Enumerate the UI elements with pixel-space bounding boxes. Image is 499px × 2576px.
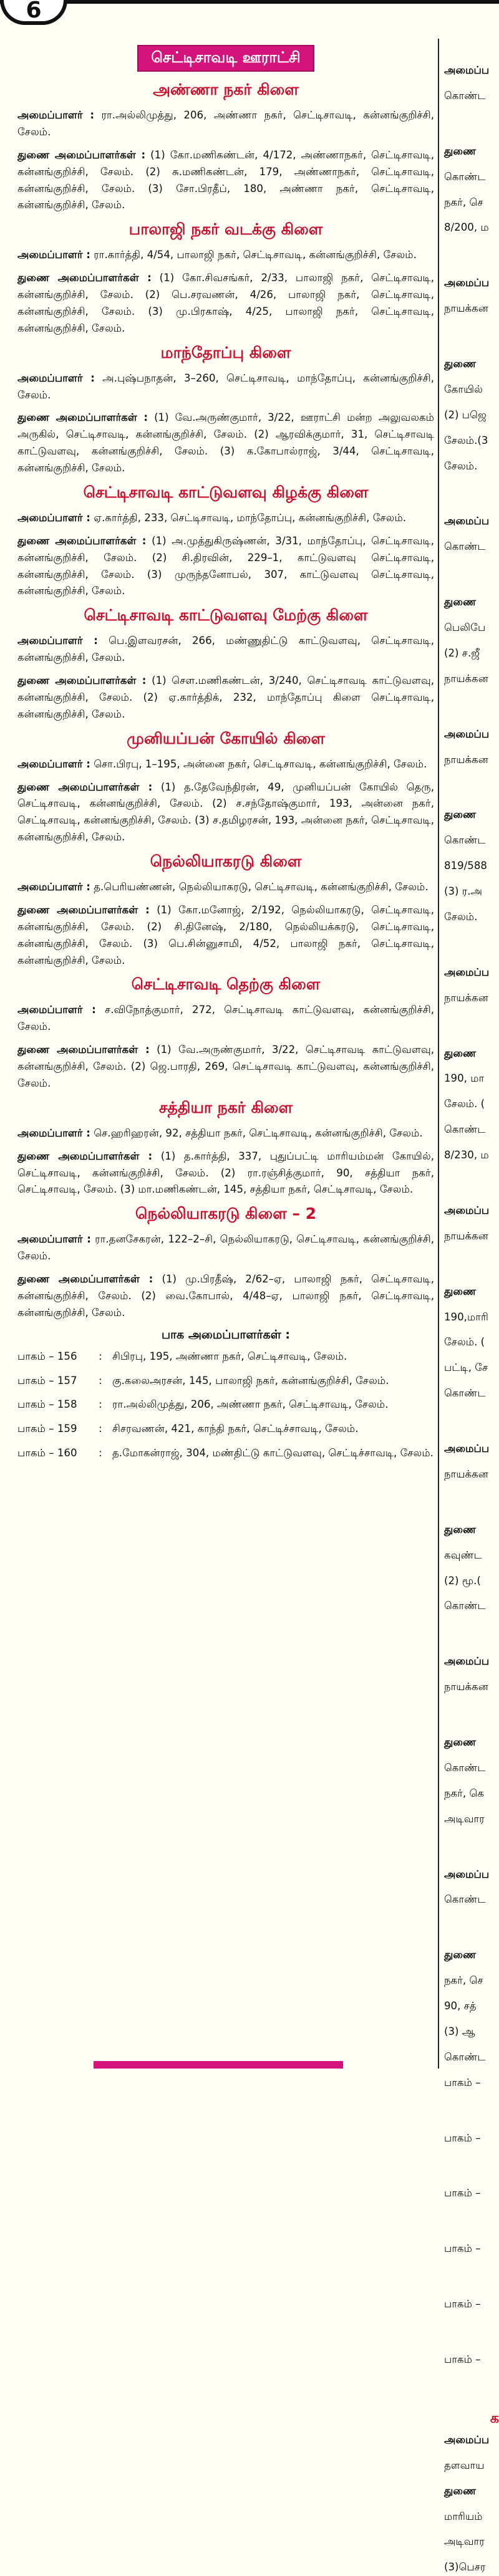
cropped-text-line: மாரியம்	[444, 2510, 483, 2522]
spacer	[444, 483, 499, 513]
branch-title: மாந்தோப்பு கிளை	[160, 343, 291, 362]
cropped-text-line: கோயில்	[444, 383, 483, 395]
entry-label: துணை அமைப்பாளர்கள் :	[17, 903, 150, 916]
spacer	[444, 1016, 499, 1045]
cropped-text-line: கவுண்ட	[444, 1549, 482, 1561]
cropped-text-line: 90, சத்	[444, 2000, 477, 2012]
spacer	[444, 245, 499, 275]
panchayat-title: செட்டிசாவடி ஊராட்சி	[137, 45, 314, 72]
cropped-text-line: நாயக்கன	[444, 991, 488, 1004]
cropped-text-line: அமைப்ப	[444, 1655, 490, 1668]
branch-title: செட்டிசாவடி தெற்கு கிளை	[131, 975, 321, 994]
organizer-entry	[17, 1125, 434, 1142]
booth-number: பாகம் – 159	[17, 1423, 77, 1435]
cropped-text-line: 190,மாரி	[444, 1310, 488, 1323]
spacer	[444, 1411, 499, 1441]
column-divider	[438, 39, 439, 2069]
branch-section	[17, 80, 434, 214]
entry-text: சொ.பிரபு, 1–195, அன்னை நகர், செட்டிசாவடி, கன்னங்குறிச்சி, சேலம்.	[94, 757, 427, 770]
cropped-text-line: சேலம்.	[444, 459, 478, 472]
spacer	[444, 326, 499, 356]
entry-label: அமைப்பாளர் :	[17, 881, 90, 893]
booth-separator: :	[99, 1374, 102, 1387]
cropped-text-line: பாகம் –	[444, 2353, 481, 2365]
branch-section	[17, 344, 434, 477]
entry-label: அமைப்பாளர் :	[17, 109, 95, 121]
cropped-text-line: சேலம்.(3	[444, 434, 488, 446]
cropped-text-line: துணை	[444, 596, 477, 608]
spacer	[444, 113, 499, 143]
entry-label: துணை அமைப்பாளர்கள் :	[17, 272, 152, 284]
cropped-text-line: (3)பெசர	[444, 2561, 486, 2574]
cropped-text-line: துணை	[444, 809, 477, 821]
cropped-text-line: கொண்ட	[444, 834, 486, 847]
branch-section	[17, 729, 434, 846]
booth-separator: :	[99, 1447, 102, 1459]
deputy-organizers-entry	[17, 1271, 434, 1322]
cropped-text-line: பாகம் –	[444, 2076, 481, 2088]
organizer-entry	[17, 247, 434, 264]
booth-number: பாகம் – 160	[17, 1447, 77, 1459]
cropped-text-line: கொண்ட	[444, 89, 486, 102]
cropped-text-line: நாயக்கன	[444, 1468, 488, 1480]
entry-text: செ.ஹரிஹரன், 92, சத்தியா நகர், செட்டிசாவடி, கன்னங்குறிச்சி, சேலம்.	[94, 1127, 423, 1139]
cropped-text-line: சேலம். (	[444, 1098, 485, 1110]
cropped-text-line: பாகம் –	[444, 2298, 481, 2310]
booth-separator: :	[99, 1398, 102, 1411]
cropped-text-line: கொண்ட	[444, 1123, 486, 1136]
entry-text: ஏ.கார்த்தி, 233, செட்டிசாவடி, மாந்தோப்பு, கன்னங்குறிச்சி, சேலம்.	[94, 511, 407, 524]
spacer	[444, 696, 499, 726]
entry-label: துணை அமைப்பாளர்கள் :	[17, 1150, 153, 1162]
booth-row	[17, 1373, 434, 1390]
spacer	[444, 1492, 499, 1522]
cropped-text-line: அமைப்ப	[444, 277, 490, 289]
left-column	[17, 45, 434, 1469]
cropped-text-line: 8/230, ம	[444, 1149, 489, 1161]
deputy-organizers-entry	[17, 410, 434, 477]
spacer	[444, 1917, 499, 1947]
branch-title: பாலாஜி நகர் வடக்கு கிளை	[128, 220, 323, 239]
spacer	[444, 564, 499, 594]
entry-text: (1) கோ.மனோஜ், 2/192, நெல்லியாகரடு, செட்டிசாவடி, கன்னங்குறிச்சி, சேலம். (2) சி.தினேஷ், 2/180, நெல்லியக்கரடு, செட்டிசாவடி, கன்னங்குறிச்சி, சேலம். (3) பெ.சின்னுசாமி, 4/52, பாலாஜி நகர், செட்டிசாவடி, கன்னங்குறிச்சி, சேலம்.	[17, 903, 434, 966]
branch-title: செட்டிசாவடி காட்டுவளவு மேற்கு கிளை	[84, 606, 368, 625]
spacer	[444, 777, 499, 807]
entry-label: துணை அமைப்பாளர்கள் :	[17, 1044, 150, 1056]
cropped-text-line: துணை	[444, 145, 477, 157]
cropped-text-line: துணை	[444, 1047, 477, 1059]
cropped-text-line: துணை	[444, 358, 477, 370]
entry-text: பெ.இளவரசன், 266, மண்ணுதிட்டு காட்டுவளவு, செட்டிசாவடி, கன்னங்குறிச்சி, சேலம்.	[17, 635, 435, 664]
booth-organizer: சிபிரபு, 195, அண்ணா நகர், செட்டிசாவடி, சேலம்.	[112, 1350, 347, 1362]
cropped-text-line: அமைப்ப	[444, 64, 490, 76]
organizer-entry	[17, 370, 434, 404]
entry-text: (1) த.கார்த்தி, 337, புதுப்பட்டி மாரியம்மன் கோயில், செட்டிசாவடி, கன்னங்குறிச்சி, சேலம். (2) ரா.ரஞ்சித்குமார், 90, சத்தியா நகர், செட்டிசாவடி, சேலம். (3) மா.மணிகண்டன், 145, சத்தியா நகர், செட்டிசாவடி, சேலம்.	[17, 1150, 435, 1196]
organizer-entry	[17, 756, 434, 773]
entry-text: த.பெரியண்ணன், நெல்லியாகரடு, செட்டிசாவடி, கன்னங்குறிச்சி, சேலம்.	[94, 881, 429, 893]
cropped-text-line: (2) ச.ஜீ	[444, 646, 480, 659]
cropped-text-line: பட்டி, சே	[444, 1362, 488, 1374]
entry-label: அமைப்பாளர் :	[17, 511, 90, 524]
cropped-text-line: 8/200, ம	[444, 221, 489, 234]
spacer	[444, 1173, 499, 1203]
booth-row	[17, 1396, 434, 1413]
cropped-text-line: கொண்ட	[444, 1387, 486, 1400]
branch-title: நெல்லியாகரடு கிளை – 2	[135, 1204, 317, 1223]
entry-label: துணை அமைப்பாளர்கள் :	[17, 675, 147, 686]
branch-title: நெல்லியாகரடு கிளை	[150, 852, 302, 870]
entry-text: (1) அ.முத்துகிருஷ்ணன், 3/31, மாந்தோப்பு, செட்டிசாவடி, கன்னங்குறிச்சி, சேலம். (2) சி.திரவின், 229–1, காட்டுவளவு செட்டிசாவடி, கன்னங்குறிச்சி, சேலம். (3) முருந்தனோபல், 307, காட்டுவளவு செட்டிசாவடி, கன்னங்குறிச்சி, சேலம்.	[17, 534, 434, 597]
cropped-text-line: கொண்ட	[444, 1600, 486, 1612]
cropped-text-line: நகர், செ	[444, 196, 483, 208]
entry-text: (1) வே.அருண்குமார், 3/22, செட்டிசாவடி காட்டுவளவு, கன்னங்குறிச்சி, சேலம். (2) ஜெ.பாரதி, 269, செட்டிசாவடி காட்டுவளவு, கன்னங்குறிச்சி, சேலம்.	[17, 1044, 435, 1089]
cropped-text-line: பாகம் –	[444, 2242, 481, 2255]
right-column-cropped	[444, 62, 499, 2574]
branch-section	[17, 1098, 434, 1199]
cropped-text-line: அமைப்ப	[444, 2433, 490, 2446]
organizer-entry	[17, 879, 434, 896]
entry-label: அமைப்பாளர் :	[17, 372, 95, 384]
organizer-entry	[17, 1002, 434, 1036]
booth-row	[17, 1348, 434, 1365]
spacer	[444, 2211, 499, 2241]
branch-list	[17, 80, 434, 1322]
branch-title: செட்டிசாவடி காட்டுவளவு கிழக்கு கிளை	[83, 483, 369, 501]
cropped-text-line: அமைப்ப	[444, 1204, 490, 1216]
spacer	[444, 1254, 499, 1284]
cropped-branch-title: க	[490, 2410, 499, 2426]
booth-row	[17, 1421, 434, 1438]
organizer-entry	[17, 510, 434, 527]
cropped-text-line: (3) ர.அ	[444, 885, 483, 897]
deputy-organizers-entry	[17, 902, 434, 969]
entry-text: (1) கோ.மணிகண்டன், 4/172, அண்ணாநகர், செட்டிசாவடி, கன்னங்குறிச்சி, சேலம். (2) சு.மணிகண்டன், 179, அண்ணாநகர், செட்டிசாவடி, கன்னங்குறிச்சி, சேலம். (3) சோ.பிரதீப், 180, அண்ணா நகர், செட்டிசாவடி, கன்னங்குறிச்சி, சேலம்.	[17, 148, 435, 211]
entry-label: அமைப்பாளர் :	[17, 635, 98, 647]
entry-text: ரா.அல்லிமுத்து, 206, அண்ணா நகர், செட்டிசாவடி, கன்னங்குறிச்சி, சேலம்.	[17, 109, 435, 138]
entry-text: (1) த.தேவேந்திரன், 49, முனியப்பன் கோயில் தெரு, செட்டிசாவடி, கன்னங்குறிச்சி, சேலம். (2) ச.சந்தோஷ்குமார், 193, அன்னை நகர், செட்டிசாவடி, கன்னங்குறிச்சி, சேலம். (3) ச.தமிழரசன், 193, அன்னை நகர், செட்டிசாவடி, கன்னங்குறிச்சி, சேலம்.	[17, 781, 434, 843]
entry-label: அமைப்பாளர் :	[17, 249, 90, 261]
entry-text: (1) செள.மணிகண்டன், 3/240, செட்டிசாவடி காட்டுவளவு, கன்னங்குறிச்சி, சேலம். (2) ஏ.கார்த்திக், 232, மாந்தோப்பு கிளை செட்டிசாவடி, கன்னங்குறிச்சி, சேலம்.	[17, 675, 434, 720]
cropped-text-line: பாகம் –	[444, 2187, 481, 2199]
organizer-entry	[17, 1231, 434, 1265]
cropped-text-line: 190, மா	[444, 1072, 485, 1085]
cropped-text-line: 819/588	[444, 860, 487, 872]
branch-section	[17, 1204, 434, 1321]
booth-row	[17, 1445, 434, 1462]
branch-title: முனியப்பன் கோயில் கிளை	[127, 729, 325, 747]
cropped-text-line: அமைப்ப	[444, 966, 490, 978]
booth-section-title: பாக அமைப்பாளர்கள் :	[161, 1327, 290, 1342]
cropped-text-line: துணை	[444, 1949, 477, 1961]
entry-text: ரா.தனசேகரன், 122–2–சி, நெல்லியாகரடு, செட்டிசாவடி, கன்னங்குறிச்சி, சேலம்.	[17, 1233, 434, 1262]
bottom-color-band	[94, 2061, 343, 2069]
cropped-text-line: அடிவார	[444, 2535, 485, 2548]
entry-label: துணை அமைப்பாளர்கள் :	[17, 781, 153, 793]
booth-separator: :	[99, 1423, 102, 1435]
cropped-text-line: நாயக்கன	[444, 1229, 488, 1242]
cropped-text-line: கொண்ட	[444, 170, 486, 183]
entry-label: துணை அமைப்பாளர்கள் :	[17, 534, 147, 547]
spacer	[444, 935, 499, 964]
cropped-text-line: துணை	[444, 1523, 477, 1536]
cropped-text-line: கொண்ட	[444, 2050, 486, 2063]
spacer	[444, 1837, 499, 1867]
entry-text: ச.விநோத்குமார், 272, செட்டிசாவடி காட்டுவளவு, கன்னங்குறிச்சி, சேலம்.	[17, 1004, 435, 1033]
spacer	[444, 2377, 499, 2407]
deputy-organizers-entry	[17, 779, 434, 847]
cropped-text-line: அமைப்ப	[444, 1868, 490, 1880]
cropped-text-line: துணை	[444, 1736, 477, 1748]
deputy-organizers-entry	[17, 533, 434, 600]
spacer	[444, 1623, 499, 1653]
deputy-organizers-entry	[17, 147, 434, 214]
booth-number: பாகம் – 158	[17, 1398, 77, 1411]
cropped-text-line: (3) ஆ	[444, 2025, 475, 2037]
panchayat-title-banner	[17, 45, 434, 72]
page-number: 6	[0, 0, 67, 25]
organizer-entry	[17, 633, 434, 666]
cropped-text-line: கொண்ட	[444, 1893, 486, 1906]
booth-number: பாகம் – 157	[17, 1374, 77, 1387]
cropped-text-line: அடிவார	[444, 1812, 485, 1825]
entry-text: ரா.கார்த்தி, 4/54, பாலாஜி நகர், செட்டிசாவடி, கன்னங்குறிச்சி, சேலம்.	[94, 249, 417, 261]
branch-section	[17, 483, 434, 600]
branch-section	[17, 220, 434, 337]
booth-organizer: ரா.அல்லிமுத்து, 206, அண்ணா நகர், செட்டிசாவடி, சேலம்.	[112, 1398, 389, 1411]
branch-title: அண்ணா நகர் கிளை	[153, 80, 299, 99]
cropped-text-line: பாகம் –	[444, 2131, 481, 2144]
spacer	[444, 2155, 499, 2185]
booth-organizer: சிசரவணன், 421, காந்தி நகர், செட்டிச்சாவடி, சேலம்.	[112, 1423, 359, 1435]
cropped-text-line: நகர், கெ	[444, 1787, 485, 1799]
deputy-organizers-entry	[17, 1148, 434, 1199]
cropped-text-line: கொண்ட	[444, 1761, 486, 1774]
entry-label: துணை அமைப்பாளர்கள் :	[17, 1273, 153, 1285]
deputy-organizers-entry	[17, 673, 434, 723]
spacer	[444, 2322, 499, 2352]
entry-text: (1) கோ.சிவசங்கர், 2/33, பாலாஜி நகர், செட்டிசாவடி, கன்னங்குறிச்சி, சேலம். (2) பெ.சரவணன், 4/26, பாலாஜி நகர், செட்டிசாவடி, கன்னங்குறிச்சி, சேலம். (3) மு.பிரகாஷ், 4/25, பாலாஜி நகர், செட்டிசாவடி, கன்னங்குறிச்சி, சேலம்.	[17, 272, 434, 334]
cropped-text-line: கொண்ட	[444, 541, 486, 553]
branch-section	[17, 975, 434, 1092]
cropped-text-line: துணை	[444, 1285, 477, 1297]
cropped-text-line: (2) மூ.(	[444, 1574, 481, 1587]
spacer	[444, 2266, 499, 2296]
cropped-text-line: அமைப்ப	[444, 1443, 490, 1454]
top-rule	[0, 0, 499, 4]
entry-label: அமைப்பாளர் :	[17, 1004, 96, 1016]
entry-label: அமைப்பாளர் :	[17, 757, 90, 770]
cropped-text-line: நாயக்கன	[444, 672, 488, 685]
branch-section	[17, 852, 434, 969]
entry-label: துணை அமைப்பாளர்கள் :	[17, 411, 148, 424]
branch-section	[17, 606, 434, 723]
booth-number: பாகம் – 156	[17, 1350, 77, 1362]
organizer-entry	[17, 107, 434, 141]
cropped-text-line: சேலம்.	[444, 910, 478, 923]
cropped-text-line: நாயக்கன	[444, 1681, 488, 1693]
cropped-text-line: நாயக்கன	[444, 302, 488, 315]
booth-organizer: கு.கலைஅரசன், 145, பாலாஜி நகர், கன்னங்குறிச்சி, சேலம்.	[112, 1374, 389, 1387]
entry-text: (1) வே.அருண்குமார், 3/22, ஊராட்சி மன்ற அலுவலகம் அருகில், செட்டிசாவடி, கன்னங்குறிச்சி, சேலம். (2) ஆரவிக்குமார், 31, செட்டிசாவடி காட்டுவளவு, கன்னங்குறிச்சி, சேலம். (3) க.கோபால்ராஜ், 3/44, செட்டிசாவடி, கன்னங்குறிச்சி, சேலம்.	[17, 411, 434, 474]
cropped-text-line: நகர், செ	[444, 1974, 483, 1987]
spacer	[444, 2100, 499, 2130]
cropped-text-line: அமைப்ப	[444, 728, 490, 740]
entry-text: அ.புஷ்பநாதன், 3–260, செட்டிசாவடி, மாந்தோப்பு, கன்னங்குறிச்சி, சேலம்.	[17, 372, 435, 401]
entry-text: (1) மு.பிரதீஷ், 2/62–ஏ, பாலாஜி நகர், செட்டிசாவடி, கன்னங்குறிச்சி, சேலம். (2) வை.கோபால், 4/48–ஏ, பாலாஜி நகர், செட்டிசாவடி, கன்னங்குறிச்சி, சேலம்.	[17, 1273, 434, 1319]
entry-label: துணை அமைப்பாளர்கள் :	[17, 148, 146, 161]
cropped-text-line: துணை	[444, 2484, 477, 2497]
entry-label: அமைப்பாளர் :	[17, 1233, 91, 1246]
spacer	[444, 1704, 499, 1734]
booth-separator: :	[99, 1350, 102, 1362]
cropped-text-line: தளவாய	[444, 2459, 485, 2471]
booth-organizer: த.மோகன்ராஜ், 304, மண்திட்டு காட்டுவளவு, செட்டிச்சாவடி, சேலம்.	[112, 1447, 434, 1459]
cropped-text-line: அமைப்ப	[444, 515, 490, 527]
deputy-organizers-entry	[17, 270, 434, 337]
deputy-organizers-entry	[17, 1042, 434, 1092]
cropped-text-line: சேலம். (	[444, 1336, 485, 1348]
cropped-text-line: நாயக்கன	[444, 753, 488, 766]
cropped-text-line: பெலிபே	[444, 622, 486, 633]
cropped-text-line: (2) பஜெ	[444, 408, 487, 421]
booth-list	[17, 1348, 434, 1462]
entry-label: அமைப்பாளர் :	[17, 1127, 90, 1139]
branch-title: சத்தியா நகர் கிளை	[158, 1098, 293, 1117]
